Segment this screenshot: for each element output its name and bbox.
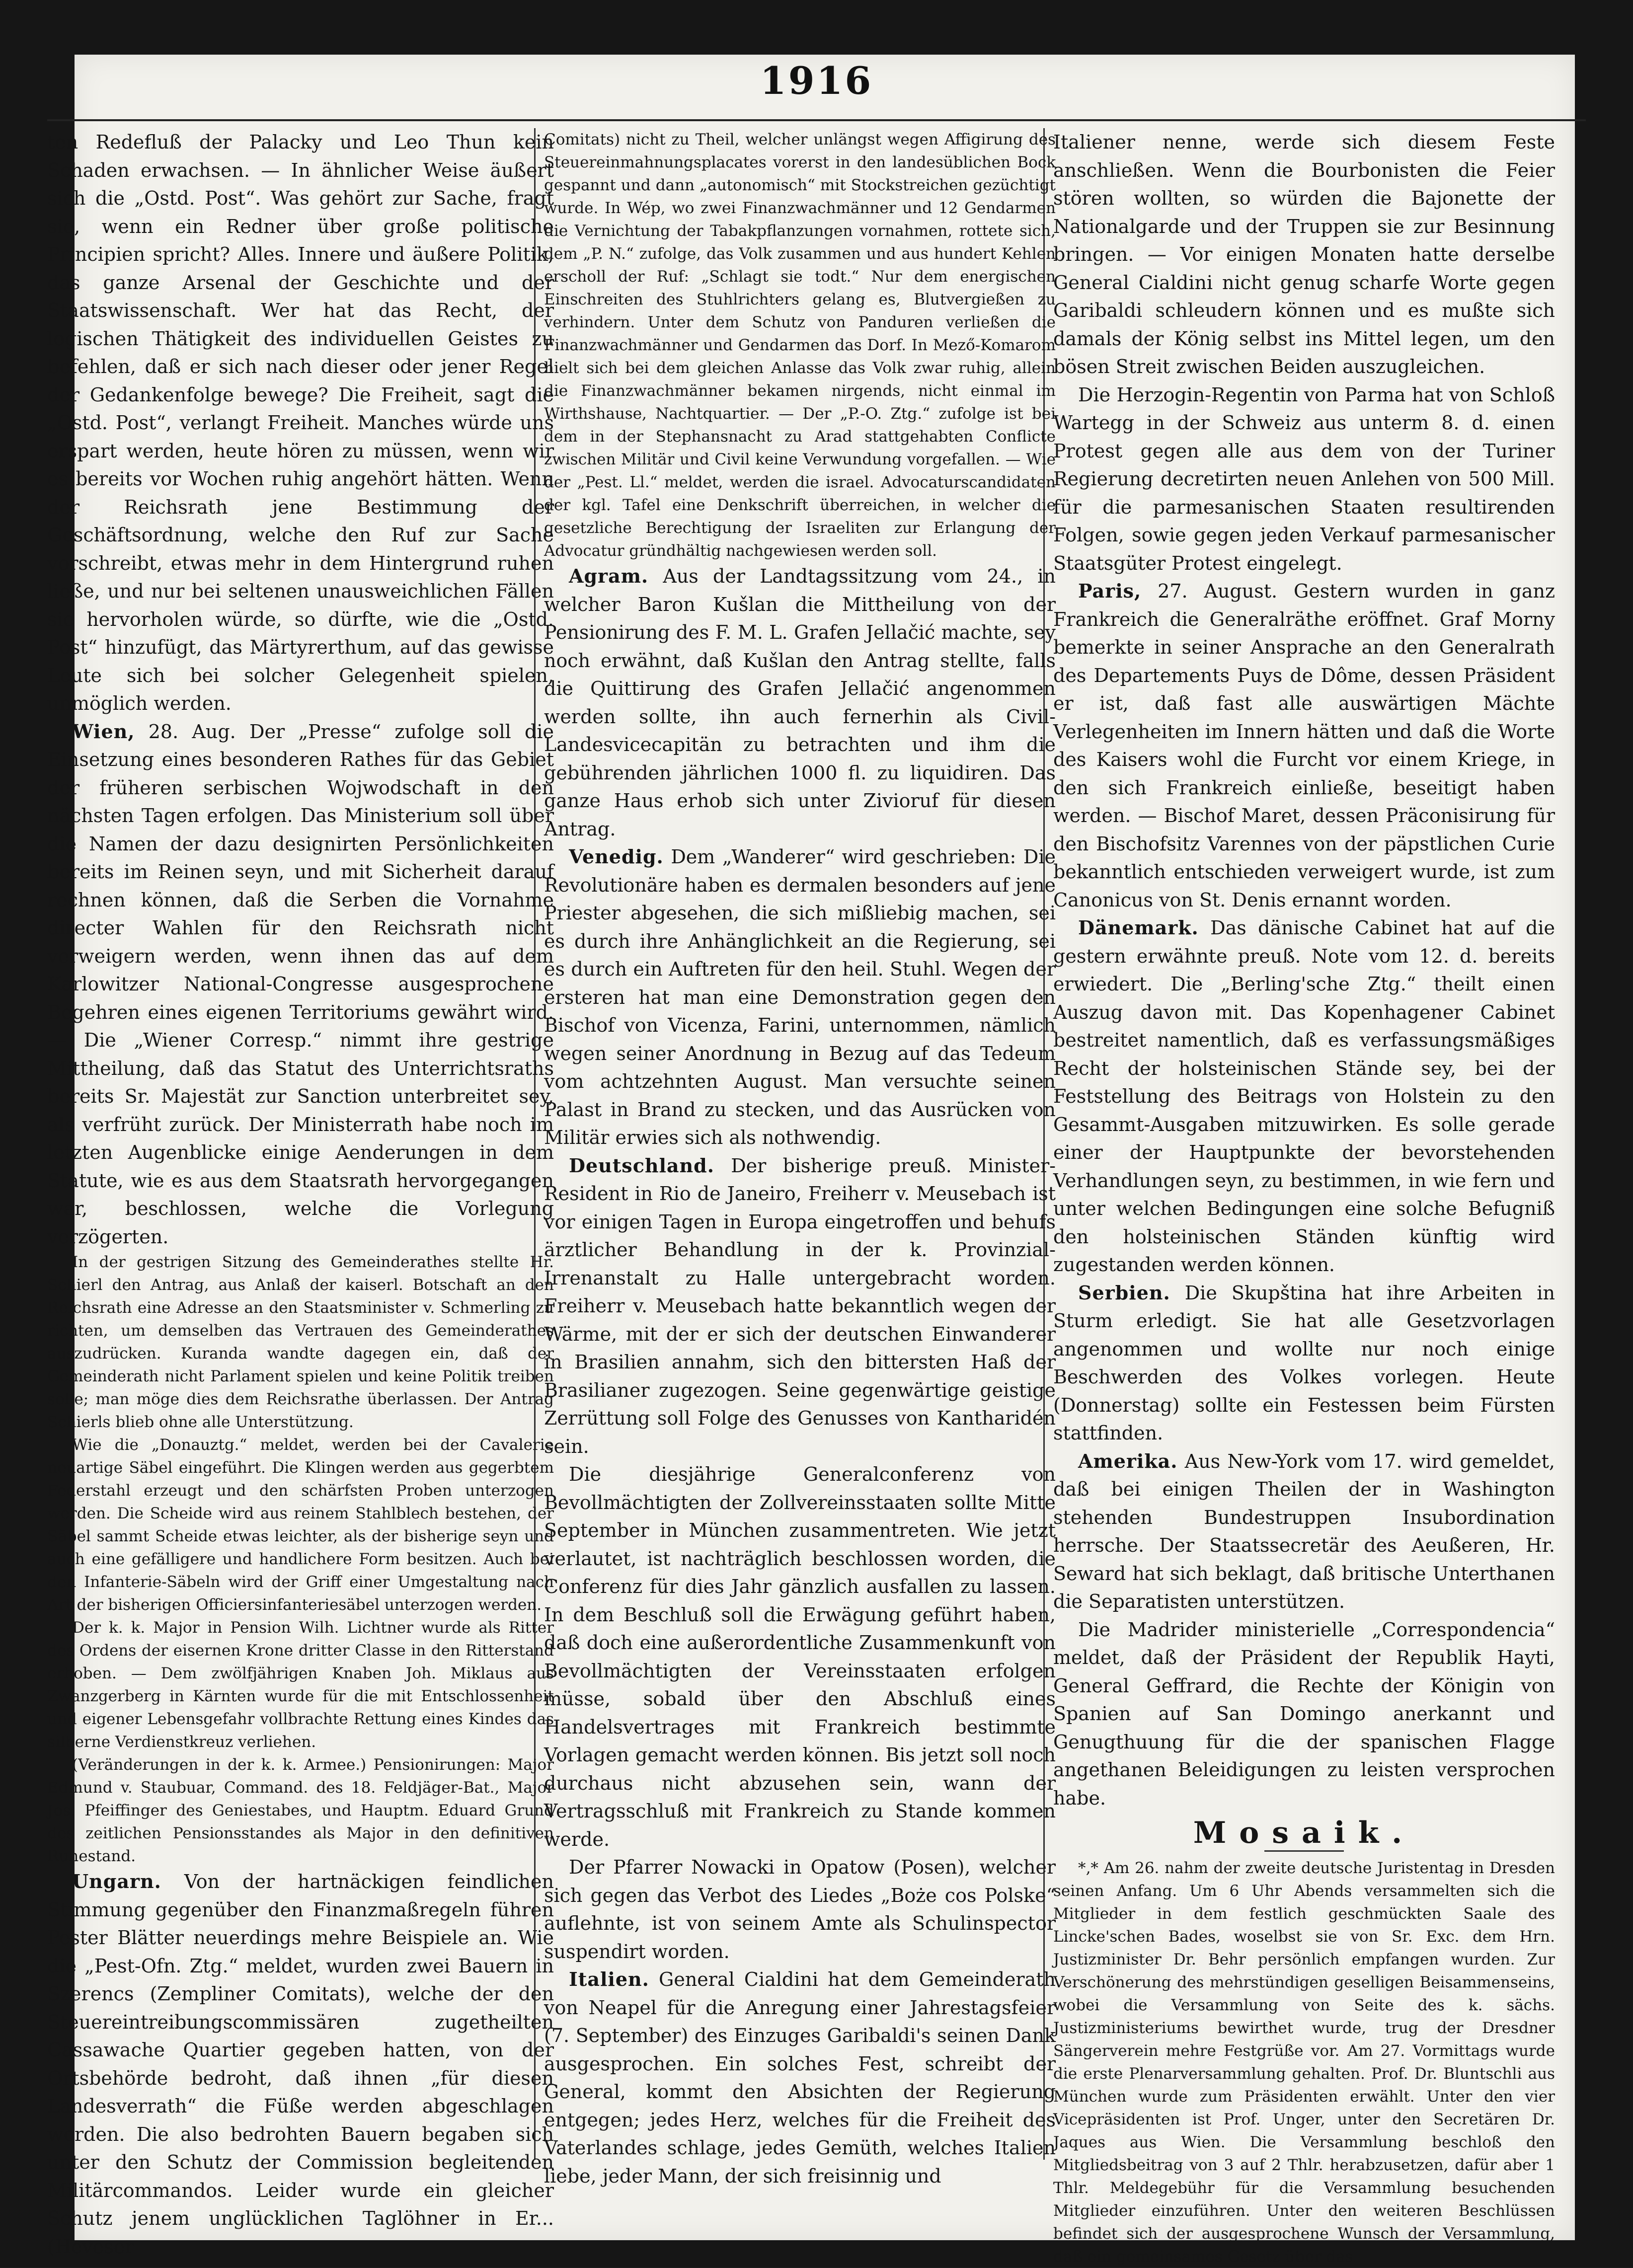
article-agram <box>544 562 1056 843</box>
dateline-venedig: Venedig. <box>569 845 664 868</box>
article-serbien-text: Die Skupština hat ihre Arbeiten in Sturm erledigt. Sie hat alle Gesetzvorlagen angenommen und wollte nur noch einige Beschwerden des Volkes vorlegen. Heute (Donnerstag) sollte ein Festessen beim Fürsten stattfinden. <box>1053 1282 1555 1444</box>
paragraph-pfarrer: Der Pfarrer Nowacki in Opatow (Posen), welcher sich gegen das Verbot des Liedes „Boże cos Polske“ auflehnte, ist von seinem Amte als Schulinspector suspendirt worden. <box>544 1856 1056 1963</box>
dateline-amerika: Amerika. <box>1078 1449 1178 1472</box>
paragraph-madrid: Die Madrider ministerielle „Correspondencia“ meldet, daß der Präsident der Republik Hayti, General Geffrard, die Rechte der Königin von Spanien auf San Domingo anerkannt und Genugthuung für die der spanischen Flagge angethanen Beleidigungen zu leisten versprochen habe. <box>1053 1618 1555 1809</box>
dateline-wien: Wien, <box>72 720 135 743</box>
dateline-deutschland: Deutschland. <box>569 1154 714 1177</box>
article-amerika-text: Aus New-York vom 17. wird gemeldet, daß bei einigen Theilen der in Washington stehenden Bundestruppen Insubordination herrsche. Der Staatssecretär des Aeußeren, Hr. Seward hat sich beklagt, daß britische Unterthanen die Separatisten unterstützen. <box>1053 1450 1555 1612</box>
section-title-mosaik: Mosaik. <box>1193 1815 1415 1850</box>
paragraph-saebel: Wie die „Donauztg.“ meldet, werden bei der Cavalerie neuartige Säbel eingeführt. Die Klingen werden aus gegerbtem Federstahl erzeugt und den schärfsten Proben unterzogen werden. Die Scheide wird aus reinem Stahlblech bestehen, der Säbel sammt Scheide etwas leichter, als der bisherige seyn und auch eine gefälligere und handlichere Form besitzen. Auch bei den Infanterie-Säbeln wird der Griff einer Umgestaltung nach Art der bisherigen Officiersinfanteriesäbel unterzogen werden. <box>47 1436 554 1614</box>
article-italien <box>544 1966 1056 2190</box>
dateline-daenemark: Dänemark. <box>1078 916 1199 939</box>
paragraph-comitats: Comitats) nicht zu Theil, welcher unlängst wegen Affigirung des Steuereinmahnungsplacates vorerst in den landesüblichen Bock gespannt und dann „autonomisch“ mit Stockstreichen gezüchtigt wurde. In Wép, wo zwei Finanzwachmänner und 12 Gendarmen die Vernichtung der Tabakpflanzungen vornahmen, rottete sich, dem „P. N.“ zufolge, das Volk zusammen und aus hundert Kehlen erscholl der Ruf: „Schlagt sie todt.“ Nur dem energischen Einschreiten des Stuhlrichters gelang es, Blutvergießen zu verhindern. Unter dem Schutz von Panduren verließen die Finanzwachmänner und Gendarmen das Dorf. In Mező-Komarom hielt sich bei dem gleichen Anlasse das Volk zwar ruhig, allein die Finanzwachmänner bekamen nirgends, nicht einmal im Wirthshause, Nachtquartier. — Der „P.-O. Ztg.“ zufolge ist bei dem in der Stephansnacht zu Arad stattgehabten Conflicte zwischen Militär und Civil keine Verwundung vorgefallen. — Wie der „Pest. Ll.“ meldet, werden die israel. Advocaturscandidaten der kgl. Tafel eine Denkschrift überreichen, in welcher die gesetzliche Berechtigung der Israeliten zur Erlangung der Advocatur gründhältig nachgewiesen werden soll. <box>544 131 1056 560</box>
paragraph-gemeinderath: In der gestrigen Sitzung des Gemeinderathes stellte Hr. Schierl den Antrag, aus Anlaß der kaiserl. Botschaft an den Reichsrath eine Adresse an den Staatsminister v. Schmerling zu richten, um demselben das Vertrauen des Gemeinderathes auszudrücken. Kuranda wandte dagegen ein, daß der Gemeinderath nicht Parlament spielen und keine Politik treiben solle; man möge dies dem Reichsrathe überlassen. Der Antrag Schierls blieb ohne alle Unterstützung. <box>47 1253 554 1431</box>
dateline-italien: Italien. <box>569 1968 649 1990</box>
article-venedig <box>544 843 1056 1152</box>
column-2 <box>532 128 1058 2187</box>
article-ungarn <box>47 1868 554 2261</box>
paragraph-ritterstand: Der k. k. Major in Pension Wilh. Lichtner wurde als Ritter des Ordens der eisernen Krone dritter Classe in den Ritterstand erhoben. — Dem zwölfjährigen Knaben Joh. Miklaus aus Zwanzgerberg in Kärnten wurde für die mit Entschlossenheit und eigener Lebensgefahr vollbrachte Rettung eines Kindes das silberne Verdienstkreuz verliehen. <box>47 1619 554 1751</box>
article-venedig-text: Dem „Wanderer“ wird geschrieben: Die Revolutionäre haben es dermalen besonders auf jene Priester abgesehen, die sich mißliebig machen, sei es durch ihre Anhänglichkeit an die Regierung, sei es durch ein Auftreten für den heil. Stuhl. Wegen der ersteren hat man eine Demonstration gegen den Bischof von Vicenza, Farini, unternommen, nämlich wegen seiner Anordnung in Bezug auf das Tedeum vom achtzehnten August. Man versuchte seinen Palast in Brand zu stecken, und das Ausrücken von Militär erwies sich als nothwendig. <box>544 846 1056 1148</box>
paragraph-redefluss: ten Redefluß der Palacky und Leo Thun kein Schaden erwachsen. — In ähnlicher Weise äußert sich die „Ostd. Post“. Was gehört zur Sache, fragt sie, wenn ein Redner über große politische Principien spricht? Alles. Innere und äußere Politik, das ganze Arsenal der Geschichte und der Staatswissenschaft. Wer hat das Recht, der logischen Thätigkeit des individuellen Geistes zu befehlen, daß er sich nach dieser oder jener Regel der Gedankenfolge bewege? Die Freiheit, sagt die „Ostd. Post“, verlangt Freiheit. Manches würde uns erspart werden, heute hören zu müssen, wenn wir es bereits vor Wochen ruhig angehört hätten. Wenn der Reichsrath jene Bestimmung der Geschäftsordnung, welche den Ruf zur Sache vorschreibt, etwas mehr in dem Hintergrund ruhen ließe, und nur bei seltenen unausweichlichen Fällen sie hervorholen würde, so dürfte, wie die „Ostd. Post“ hinzufügt, das Märtyrerthum, auf das gewisse Leute sich bei solcher Gelegenheit spielen, unmöglich werden. <box>47 131 554 714</box>
dateline-ungarn: Ungarn. <box>72 1870 161 1892</box>
article-amerika <box>1053 1447 1555 1616</box>
dateline-agram: Agram. <box>569 565 649 587</box>
paragraph-parma: Die Herzogin-Regentin von Parma hat von Schloß Wartegg in der Schweiz aus unterm 8. d. einen Protest gegen alle aus dem von der Turiner Regierung decretirten neuen Anlehen von 500 Mill. für die parmesanischen Staaten resultirenden Folgen, sowie gegen jeden Verkauf parmesanischer Staatsgüter Protest eingelegt. <box>1053 383 1555 574</box>
article-italien-text: General Cialdini hat dem Gemeinderath von Neapel für die Anregung einer Jahrestagsfeier (7. September) des Einzuges Garibaldi's seinen Dank ausgesprochen. Ein solches Fest, schreibt der General, kommt den Absichten der Regierung entgegen; jedes Herz, welches für die Freiheit des Vaterlandes schlage, jedes Gemüth, welches Italien liebe, jeder Mann, der sich freisinnig und <box>544 1968 1056 2187</box>
column-1 <box>47 128 569 2258</box>
article-agram-text: Aus der Landtagssitzung vom 24., in welcher Baron Kušlan die Mittheilung von der Pensionirung des F. M. L. Grafen Jellačić machte, sey noch erwähnt, daß Kušlan den Antrag stellte, falls die Quittirung des Grafen Jellačić angenommen werden sollte, ihn auch fernerhin als Civil-Landesvicecapitän zu betrachten und ihm die gebührenden jährlichen 1000 fl. zu liquidiren. Das ganze Haus erhob sich unter Zivioruf für diesen Antrag. <box>544 565 1056 840</box>
article-ungarn-text: Von der hartnäckigen feindlichen Stimmung gegenüber den Finanzmaßregeln führen Pester Blätter neuerdings mehre Beispiele an. Wie die „Pest-Ofn. Ztg.“ meldet, wurden zwei Bauern in Szerencs (Zempliner Comitats), welche der den Steuereintreibungscommissären zugetheilten Cassawache Quartier gegeben hatten, von der Ortsbehörde bedroht, daß ihnen „für diesen Landesverrath“ die Füße werden abgeschlagen werden. Die also bedrohten Bauern begaben sich unter den Schutz der Commission begleitenden Militärcommandos. Leider wurde ein gleicher Schutz jenem unglücklichen Taglöhner in Er... (Heveser <box>47 1871 554 2258</box>
article-deutschland-text: Der bisherige preuß. Minister-Resident in Rio de Janeiro, Freiherr v. Meusebach ist vor einigen Tagen in Europa eingetroffen und behufs ärztlicher Behandlung in der k. Provinzial-Irrenanstalt zu Halle untergebracht worden. Freiherr v. Meusebach hatte bekanntlich wegen der Wärme, mit der er sich der deutschen Einwanderer in Brasilien annahm, sich den bittersten Haß der Brasilianer zugezogen. Seine gegenwärtige geistige Zerrüttung soll Folge des Genusses von Kantharidén sein. <box>544 1154 1056 1457</box>
article-serbien <box>1053 1279 1555 1447</box>
dateline-paris: Paris, <box>1078 580 1142 602</box>
article-wien <box>47 718 554 1251</box>
paragraph-zollverein: Die diesjährige Generalconferenz von Bevollmächtigten der Zollvereinsstaaten sollte Mitte September in München zusammentreten. Wie jetzt verlautet, ist nachträglich beschlossen worden, die Conferenz für dies Jahr gänzlich ausfallen zu lassen. In dem Beschluß soll die Erwägung geführt haben, daß doch eine außerordentliche Zusammenkunft von Bevollmächtigten der Vereinsstaaten erfolgen müsse, sobald über den Abschluß eines Handelsvertrages mit Frankreich bestimmte Vorlagen gemacht werden können. Bis jetzt soll noch durchaus nicht abzusehen sein, wann der Vertragsschluß mit Frankreich zu Stande kommen werde. <box>544 1463 1056 1850</box>
article-daenemark <box>1053 914 1555 1279</box>
article-deutschland <box>544 1152 1056 1461</box>
paragraph-juristentag: *‚* Am 26. nahm der zweite deutsche Juristentag in Dresden seinen Anfang. Um 6 Uhr Abends versammelten sich die Mitglieder in dem festlich geschmückten Saale des Lincke'schen Bades, woselbst sie von Sr. Exc. dem Hrn. Justizminister Dr. Behr persönlich empfangen wurden. Zur Verschönerung des mehrstündigen geselligen Beisammenseins, wobei die Versammlung von Seite des k. sächs. Justizministeriums bewirthet wurde, trug der Dresdner Sängerverein mehre Festgrüße vor. Am 27. Vormittags wurde die erste Plenarversammlung gehalten. Prof. Dr. Bluntschli aus München wurde zum Präsidenten erwählt. Unter den vier Vicepräsidenten ist Prof. Unger, unter den Secretären Dr. Jaques aus Wien. Die Versammlung beschloß den Mitgliedsbeitrag von 3 auf 2 Thlr. herabzusetzen, dafür aber 1 Thlr. Meldegebühr für die Versammlung besuchenden Mitglieder einzuführen. Unter den weiteren Beschlüssen befindet sich der ausgesprochene Wunsch der Versammlung, daß ein gemeinsames Gesetz über das <box>1053 1859 1555 2266</box>
article-paris <box>1053 577 1555 914</box>
paragraph-armee: (Veränderungen in der k. k. Armee.) Pensionirungen: Major Edmund v. Staubuar, Command. des 18. Feldjäger-Bat., Major Jos. Pfeiffinger des Geniestabes, und Hauptm. Eduard Grund des zeitlichen Pensionsstandes als Major in den definitiven Ruhestand. <box>47 1756 554 1865</box>
header-rule <box>47 119 1586 121</box>
article-paris-text: 27. August. Gestern wurden in ganz Frankreich die Generalräthe eröffnet. Graf Morny bemerkte in seiner Ansprache an den Generalrath des Departements Puys de Dôme, dessen Präsident er ist, daß fast alle auswärtigen Mächte Verlegenheiten im Innern hätten und daß die Worte des Kaisers wohl die Furcht vor einem Kriege, in den sich Frankreich einließe, beseitigt haben werden. — Bischof Maret, dessen Präconisirung für den Bischofsitz Varennes von der päpstlichen Curie bekanntlich entschieden verweigert wurde, ist zum Canonicus von St. Denis ernannt worden. <box>1053 580 1555 911</box>
article-wien-text: 28. Aug. Der „Presse“ zufolge soll die Einsetzung eines besonderen Rathes für das Gebiet der früheren serbischen Wojwodschaft in den nächsten Tagen erfolgen. Das Ministerium soll über die Namen der dazu designirten Persönlichkeiten bereits im Reinen seyn, und mit Sicherheit darauf rechnen können, daß die Serben die Vornahme directer Wahlen für den Reichsrath nicht verweigern werden, wenn ihnen das auf dem Karlowitzer National-Congresse ausgesprochene Begehren eines eigenen Territoriums gewährt wird. — Die „Wiener Corresp.“ nimmt ihre gestrige Mittheilung, daß das Statut des Unterrichtsraths bereits Sr. Majestät zur Sanction unterbreitet sey, als verfrüht zurück. Der Ministerrath habe noch im letzten Augenblicke einige Aenderungen in dem Statute, wie es aus dem Staatsrath hervorgegangen war, beschlossen, welche die Vorlegung verzögerten. <box>47 720 554 1248</box>
article-daenemark-text: Das dänische Cabinet hat auf die gestern erwähnte preuß. Note vom 12. d. bereits erwiedert. Die „Berling'sche Ztg.“ theilt einen Auszug davon mit. Das Kopenhagener Cabinet bestreitet namentlich, daß es verfassungsmäßiges Recht der holsteinischen Stände sey, bei der Feststellung des Beitrags von Holstein zu den Gesammt-Ausgaben mitzuwirken. Es solle gerade einer der Hauptpunkte der bevorstehenden Verhandlungen seyn, zu bestimmen, in wie fern und unter welchen Bedingungen eine solche Befugniß den holsteinischen Ständen künftig wird zugestanden werden können. <box>1053 917 1555 1276</box>
dateline-serbien: Serbien. <box>1078 1281 1170 1304</box>
page-number: 1916 <box>760 59 873 103</box>
column-3 <box>1041 128 1557 2266</box>
paragraph-italiener: Italiener nenne, werde sich diesem Feste anschließen. Wenn die Bourbonisten die Feier stören wollten, so würden die Bajonette der Nationalgarde und der Truppen sie zur Besinnung bringen. — Vor einigen Monaten hatte derselbe General Cialdini nicht genug scharfe Worte gegen Garibaldi schleudern können und es mußte sich damals der König selbst ins Mittel legen, um den bösen Streit zwischen Beiden auszugleichen. <box>1053 131 1555 378</box>
